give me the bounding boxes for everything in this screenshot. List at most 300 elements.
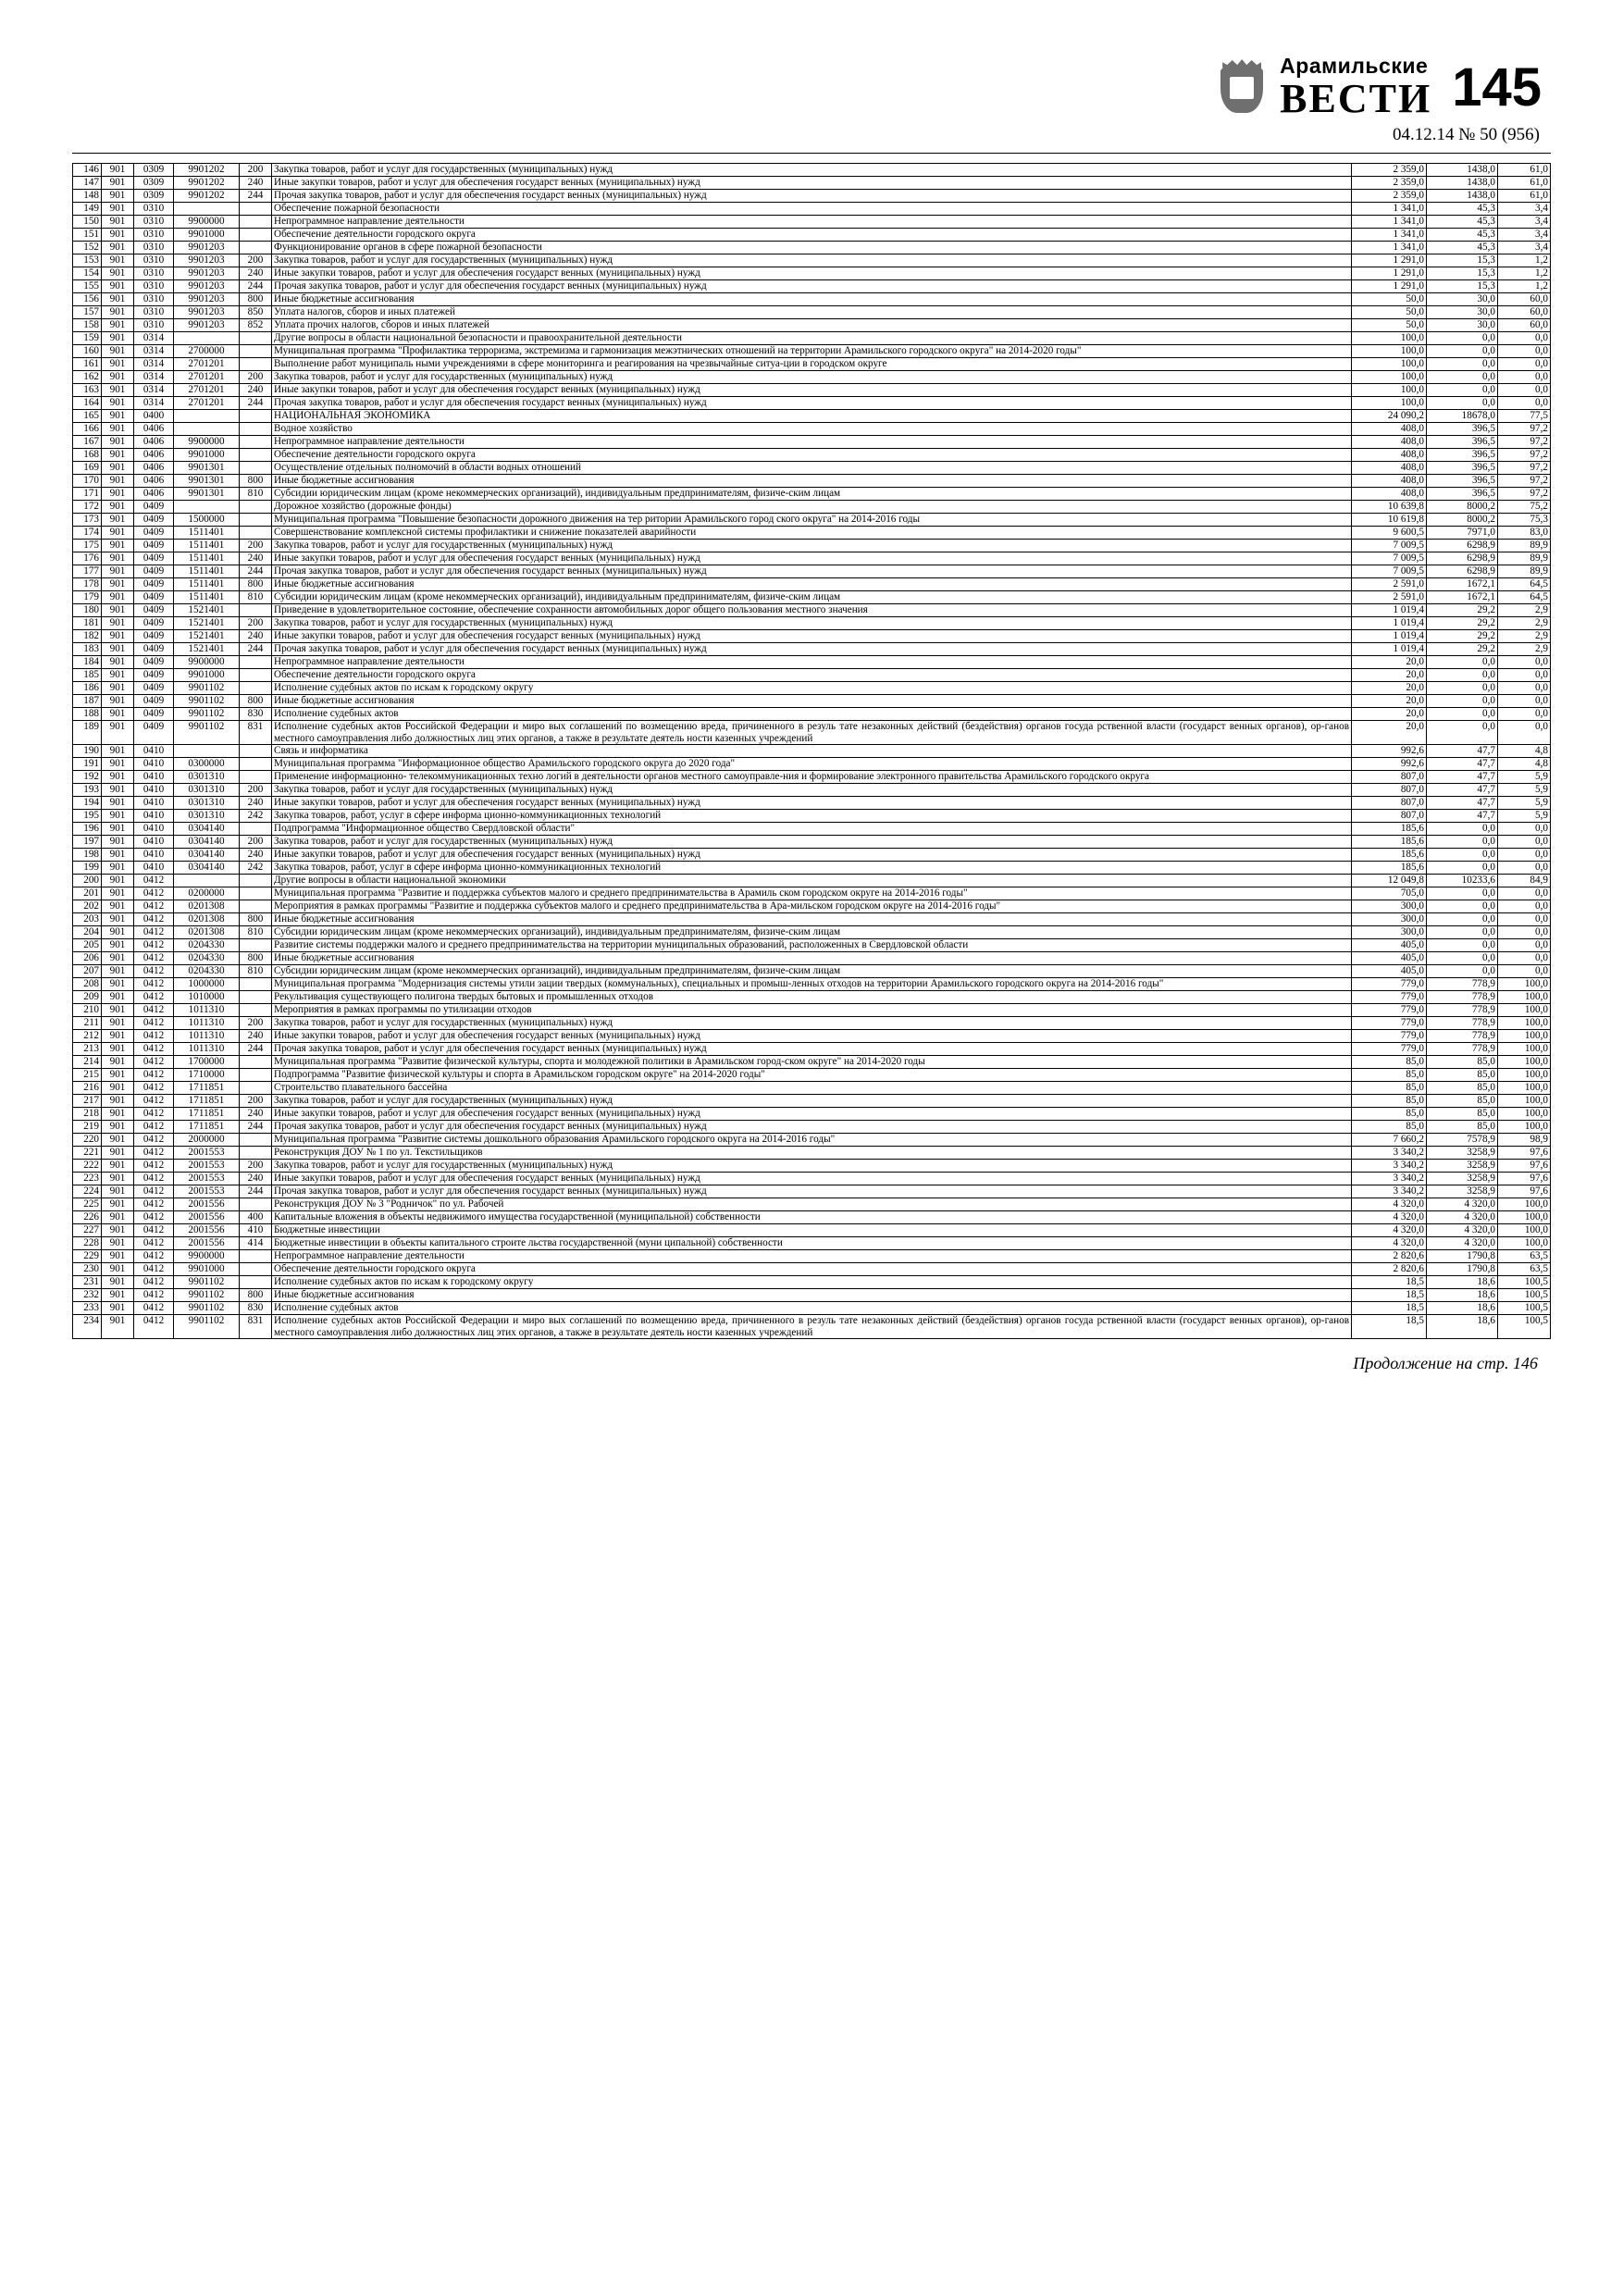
cell-vedomstvo: 901 [102, 306, 134, 319]
cell-razdel: 0412 [134, 1289, 174, 1302]
cell-plan: 2 591,0 [1352, 591, 1427, 604]
cell-name: Иные закупки товаров, работ и услуг для обеспечения государст венных (муниципальных) нужд [272, 630, 1352, 643]
table-row [73, 229, 1551, 242]
cell-vedomstvo: 901 [102, 1185, 134, 1198]
cell-name: Иные закупки товаров, работ и услуг для обеспечения государст венных (муниципальных) нужд [272, 1030, 1352, 1043]
cell-target-code: 2701201 [174, 384, 240, 397]
cell-name: Другие вопросы в области национальной экономики [272, 875, 1352, 887]
cell-razdel: 0412 [134, 991, 174, 1004]
table-row [73, 462, 1551, 475]
cell-vid-rashodov: 200 [240, 1017, 272, 1030]
row-number: 231 [73, 1276, 102, 1289]
cell-fact: 0,0 [1427, 849, 1498, 862]
cell-fact: 396,5 [1427, 436, 1498, 449]
cell-vedomstvo: 901 [102, 1237, 134, 1250]
cell-vid-rashodov: 200 [240, 540, 272, 552]
cell-target-code: 1711851 [174, 1121, 240, 1134]
table-row [73, 617, 1551, 630]
table-row [73, 1302, 1551, 1315]
cell-vid-rashodov [240, 875, 272, 887]
cell-vedomstvo: 901 [102, 1224, 134, 1237]
cell-plan: 3 340,2 [1352, 1185, 1427, 1198]
row-number: 175 [73, 540, 102, 552]
cell-plan: 18,5 [1352, 1289, 1427, 1302]
cell-fact: 0,0 [1427, 682, 1498, 695]
cell-target-code: 1511401 [174, 527, 240, 540]
row-number: 204 [73, 926, 102, 939]
cell-name: Иные бюджетные ассигнования [272, 695, 1352, 708]
row-number: 199 [73, 862, 102, 875]
cell-razdel: 0310 [134, 293, 174, 306]
issue-line: 04.12.14 № 50 (956) [1392, 125, 1540, 144]
cell-razdel: 0310 [134, 254, 174, 267]
cell-plan: 807,0 [1352, 784, 1427, 797]
cell-vid-rashodov [240, 1056, 272, 1069]
cell-fact: 0,0 [1427, 656, 1498, 669]
cell-fact: 1790,8 [1427, 1263, 1498, 1276]
cell-fact: 0,0 [1427, 384, 1498, 397]
cell-name: Строительство плавательного бассейна [272, 1082, 1352, 1095]
cell-name: Иные бюджетные ассигнования [272, 1289, 1352, 1302]
cell-razdel: 0412 [134, 913, 174, 926]
cell-plan: 185,6 [1352, 849, 1427, 862]
row-number: 198 [73, 849, 102, 862]
cell-vedomstvo: 901 [102, 242, 134, 254]
table-row [73, 1224, 1551, 1237]
cell-target-code: 9901301 [174, 475, 240, 488]
cell-name: Прочая закупка товаров, работ и услуг для обеспечения государст венных (муниципальных) нужд [272, 565, 1352, 578]
table-row [73, 643, 1551, 656]
cell-razdel: 0409 [134, 643, 174, 656]
cell-target-code: 0300000 [174, 758, 240, 771]
table-row [73, 1108, 1551, 1121]
cell-target-code: 2701201 [174, 397, 240, 410]
row-number: 211 [73, 1017, 102, 1030]
cell-plan: 20,0 [1352, 669, 1427, 682]
cell-plan: 100,0 [1352, 332, 1427, 345]
cell-vid-rashodov [240, 900, 272, 913]
row-number: 217 [73, 1095, 102, 1108]
cell-fact: 0,0 [1427, 669, 1498, 682]
cell-plan: 20,0 [1352, 708, 1427, 721]
cell-vid-rashodov: 240 [240, 1173, 272, 1185]
cell-name: Прочая закупка товаров, работ и услуг для обеспечения государст венных (муниципальных) нужд [272, 397, 1352, 410]
cell-razdel: 0410 [134, 849, 174, 862]
cell-plan: 1 019,4 [1352, 630, 1427, 643]
cell-fact: 3258,9 [1427, 1160, 1498, 1173]
continuation-note: Продолжение на стр. 146 [1353, 1354, 1538, 1373]
cell-percent: 60,0 [1498, 319, 1551, 332]
cell-percent: 0,0 [1498, 669, 1551, 682]
cell-percent: 100,0 [1498, 1056, 1551, 1069]
cell-fact: 778,9 [1427, 1043, 1498, 1056]
cell-vid-rashodov [240, 449, 272, 462]
row-number: 157 [73, 306, 102, 319]
cell-vid-rashodov: 240 [240, 267, 272, 280]
cell-razdel: 0410 [134, 810, 174, 823]
table-row [73, 1095, 1551, 1108]
cell-vid-rashodov: 830 [240, 1302, 272, 1315]
table-row [73, 1004, 1551, 1017]
cell-percent: 89,9 [1498, 540, 1551, 552]
cell-vedomstvo: 901 [102, 656, 134, 669]
cell-name: Применение информационно- телекоммуникационных техно логий в деятельности органов местного самоуправле-ния и формирование электронного правительства Арамильского городского округа [272, 771, 1352, 784]
cell-percent: 0,0 [1498, 952, 1551, 965]
row-number: 197 [73, 836, 102, 849]
cell-vid-rashodov [240, 887, 272, 900]
cell-plan: 185,6 [1352, 862, 1427, 875]
cell-fact: 0,0 [1427, 397, 1498, 410]
cell-percent: 2,9 [1498, 604, 1551, 617]
table-row [73, 836, 1551, 849]
cell-target-code: 1011310 [174, 1017, 240, 1030]
cell-fact: 4 320,0 [1427, 1198, 1498, 1211]
cell-vid-rashodov: 831 [240, 1315, 272, 1339]
cell-vedomstvo: 901 [102, 939, 134, 952]
cell-fact: 0,0 [1427, 939, 1498, 952]
cell-fact: 1438,0 [1427, 164, 1498, 177]
cell-vid-rashodov [240, 991, 272, 1004]
cell-vedomstvo: 901 [102, 965, 134, 978]
table-row [73, 965, 1551, 978]
cell-razdel: 0314 [134, 332, 174, 345]
cell-vid-rashodov: 800 [240, 578, 272, 591]
cell-vedomstvo: 901 [102, 319, 134, 332]
cell-percent: 100,0 [1498, 1198, 1551, 1211]
cell-target-code: 9901102 [174, 1315, 240, 1339]
cell-razdel: 0412 [134, 1237, 174, 1250]
cell-plan: 779,0 [1352, 978, 1427, 991]
cell-name: Иные закупки товаров, работ и услуг для обеспечения государст венных (муниципальных) нужд [272, 1108, 1352, 1121]
cell-vedomstvo: 901 [102, 462, 134, 475]
cell-percent: 97,2 [1498, 449, 1551, 462]
cell-name: Иные закупки товаров, работ и услуг для обеспечения государст венных (муниципальных) нужд [272, 849, 1352, 862]
cell-target-code: 9901202 [174, 177, 240, 190]
cell-percent: 100,0 [1498, 1237, 1551, 1250]
cell-plan: 405,0 [1352, 952, 1427, 965]
table-row [73, 203, 1551, 216]
cell-target-code: 1711851 [174, 1108, 240, 1121]
row-number: 215 [73, 1069, 102, 1082]
cell-percent: 97,2 [1498, 488, 1551, 501]
cell-fact: 7578,9 [1427, 1134, 1498, 1147]
cell-vedomstvo: 901 [102, 1095, 134, 1108]
cell-target-code: 0304140 [174, 849, 240, 862]
cell-vedomstvo: 901 [102, 721, 134, 745]
cell-vid-rashodov [240, 682, 272, 695]
cell-razdel: 0410 [134, 771, 174, 784]
cell-name: Субсидии юридическим лицам (кроме некоммерческих организаций), индивидуальным предпринимателям, физиче-ским лицам [272, 488, 1352, 501]
row-number: 196 [73, 823, 102, 836]
cell-vedomstvo: 901 [102, 900, 134, 913]
cell-target-code: 9901000 [174, 449, 240, 462]
row-number: 174 [73, 527, 102, 540]
cell-name: Совершенствование комплексной системы профилактики и снижение показателей аварийности [272, 527, 1352, 540]
cell-target-code: 1521401 [174, 643, 240, 656]
cell-vedomstvo: 901 [102, 630, 134, 643]
cell-percent: 0,0 [1498, 926, 1551, 939]
cell-vid-rashodov: 800 [240, 913, 272, 926]
table-row [73, 695, 1551, 708]
cell-percent: 75,2 [1498, 501, 1551, 514]
table-row [73, 1082, 1551, 1095]
table-row [73, 514, 1551, 527]
row-number: 205 [73, 939, 102, 952]
cell-fact: 45,3 [1427, 229, 1498, 242]
cell-plan: 85,0 [1352, 1069, 1427, 1082]
cell-plan: 85,0 [1352, 1108, 1427, 1121]
cell-target-code: 0301310 [174, 784, 240, 797]
cell-vid-rashodov: 242 [240, 862, 272, 875]
cell-vedomstvo: 901 [102, 745, 134, 758]
cell-vid-rashodov [240, 1082, 272, 1095]
cell-percent: 97,2 [1498, 475, 1551, 488]
cell-razdel: 0406 [134, 475, 174, 488]
cell-fact: 29,2 [1427, 617, 1498, 630]
row-number: 214 [73, 1056, 102, 1069]
row-number: 165 [73, 410, 102, 423]
cell-plan: 779,0 [1352, 1017, 1427, 1030]
cell-plan: 405,0 [1352, 965, 1427, 978]
table-row [73, 991, 1551, 1004]
cell-percent: 5,9 [1498, 771, 1551, 784]
row-number: 193 [73, 784, 102, 797]
table-row [73, 875, 1551, 887]
cell-fact: 0,0 [1427, 708, 1498, 721]
cell-razdel: 0412 [134, 952, 174, 965]
cell-target-code: 0304140 [174, 862, 240, 875]
cell-vid-rashodov: 810 [240, 591, 272, 604]
cell-razdel: 0412 [134, 1056, 174, 1069]
cell-percent: 0,0 [1498, 862, 1551, 875]
cell-plan: 1 291,0 [1352, 280, 1427, 293]
cell-vid-rashodov: 244 [240, 1043, 272, 1056]
cell-name: Обеспечение деятельности городского округа [272, 229, 1352, 242]
cell-vid-rashodov [240, 745, 272, 758]
table-row [73, 1017, 1551, 1030]
cell-percent: 61,0 [1498, 177, 1551, 190]
table-row [73, 952, 1551, 965]
cell-vedomstvo: 901 [102, 952, 134, 965]
cell-fact: 0,0 [1427, 358, 1498, 371]
cell-percent: 100,0 [1498, 991, 1551, 1004]
cell-name: Обеспечение пожарной безопасности [272, 203, 1352, 216]
table-row [73, 887, 1551, 900]
cell-percent: 1,2 [1498, 280, 1551, 293]
cell-razdel: 0412 [134, 965, 174, 978]
cell-fact: 18,6 [1427, 1276, 1498, 1289]
cell-name: Закупка товаров, работ и услуг для государственных (муниципальных) нужд [272, 371, 1352, 384]
cell-name: Капитальные вложения в объекты недвижимого имущества государственной (муниципальной) собственности [272, 1211, 1352, 1224]
cell-razdel: 0409 [134, 721, 174, 745]
cell-vedomstvo: 901 [102, 552, 134, 565]
cell-vid-rashodov [240, 978, 272, 991]
cell-fact: 18678,0 [1427, 410, 1498, 423]
cell-razdel: 0409 [134, 669, 174, 682]
cell-target-code: 9901102 [174, 1276, 240, 1289]
cell-name: Закупка товаров, работ и услуг для государственных (муниципальных) нужд [272, 164, 1352, 177]
coat-of-arms-icon [1215, 59, 1269, 117]
cell-name: Выполнение работ муниципаль ными учреждениями в сфере мониторинга и реагирования на чрезвычайные ситуа-ции в городском округе [272, 358, 1352, 371]
cell-percent: 0,0 [1498, 371, 1551, 384]
cell-plan: 3 340,2 [1352, 1173, 1427, 1185]
cell-plan: 185,6 [1352, 823, 1427, 836]
brand-text [1280, 56, 1431, 119]
cell-target-code: 9901000 [174, 1263, 240, 1276]
cell-target-code: 9901102 [174, 1302, 240, 1315]
cell-fact: 778,9 [1427, 1017, 1498, 1030]
cell-plan: 4 320,0 [1352, 1237, 1427, 1250]
cell-name: Иные закупки товаров, работ и услуг для обеспечения государст венных (муниципальных) нужд [272, 797, 1352, 810]
cell-percent: 5,9 [1498, 797, 1551, 810]
row-number: 232 [73, 1289, 102, 1302]
cell-fact: 778,9 [1427, 1030, 1498, 1043]
cell-plan: 1 019,4 [1352, 604, 1427, 617]
cell-vedomstvo: 901 [102, 1069, 134, 1082]
cell-razdel: 0412 [134, 1108, 174, 1121]
cell-vid-rashodov: 200 [240, 617, 272, 630]
row-number: 216 [73, 1082, 102, 1095]
cell-razdel: 0412 [134, 926, 174, 939]
cell-vedomstvo: 901 [102, 887, 134, 900]
cell-percent: 63,5 [1498, 1263, 1551, 1276]
cell-name: Субсидии юридическим лицам (кроме некоммерческих организаций), индивидуальным предпринимателям, физиче-ским лицам [272, 926, 1352, 939]
cell-plan: 10 639,8 [1352, 501, 1427, 514]
cell-plan: 1 291,0 [1352, 254, 1427, 267]
cell-target-code: 9900000 [174, 1250, 240, 1263]
cell-target-code: 1500000 [174, 514, 240, 527]
cell-plan: 408,0 [1352, 488, 1427, 501]
cell-fact: 4 320,0 [1427, 1237, 1498, 1250]
cell-vedomstvo: 901 [102, 771, 134, 784]
cell-fact: 30,0 [1427, 319, 1498, 332]
cell-vedomstvo: 901 [102, 991, 134, 1004]
cell-percent: 0,0 [1498, 384, 1551, 397]
cell-vid-rashodov [240, 939, 272, 952]
brand-name-small: Арамильские [1280, 54, 1429, 78]
cell-target-code: 0204330 [174, 939, 240, 952]
cell-plan: 20,0 [1352, 695, 1427, 708]
cell-plan: 1 341,0 [1352, 229, 1427, 242]
row-number: 159 [73, 332, 102, 345]
cell-plan: 992,6 [1352, 745, 1427, 758]
cell-target-code: 1511401 [174, 578, 240, 591]
cell-percent: 2,9 [1498, 643, 1551, 656]
row-number: 171 [73, 488, 102, 501]
row-number: 194 [73, 797, 102, 810]
cell-vid-rashodov [240, 410, 272, 423]
cell-fact: 6298,9 [1427, 552, 1498, 565]
cell-vid-rashodov [240, 423, 272, 436]
cell-target-code: 0201308 [174, 900, 240, 913]
cell-vedomstvo: 901 [102, 358, 134, 371]
table-row [73, 823, 1551, 836]
row-number: 219 [73, 1121, 102, 1134]
row-number: 160 [73, 345, 102, 358]
cell-name: Муниципальная программа "Развитие и поддержка субъектов малого и среднего предпринимательства в Арамиль ском городском округе на 2014-2016 годы" [272, 887, 1352, 900]
cell-plan: 705,0 [1352, 887, 1427, 900]
cell-name: Реконструкция ДОУ № 3 "Родничок" по ул. Рабочей [272, 1198, 1352, 1211]
cell-vid-rashodov: 800 [240, 475, 272, 488]
cell-percent: 98,9 [1498, 1134, 1551, 1147]
cell-razdel: 0412 [134, 1173, 174, 1185]
row-number: 178 [73, 578, 102, 591]
cell-target-code: 0201308 [174, 913, 240, 926]
cell-name: Дорожное хозяйство (дорожные фонды) [272, 501, 1352, 514]
cell-vedomstvo: 901 [102, 190, 134, 203]
cell-percent: 5,9 [1498, 810, 1551, 823]
cell-vedomstvo: 901 [102, 527, 134, 540]
row-number: 186 [73, 682, 102, 695]
cell-name: Исполнение судебных актов [272, 1302, 1352, 1315]
table-row [73, 721, 1551, 745]
cell-name: Развитие системы поддержки малого и среднего предпринимательства на территории муниципальных образований, расположенных в Свердловской области [272, 939, 1352, 952]
cell-vedomstvo: 901 [102, 384, 134, 397]
row-number: 161 [73, 358, 102, 371]
cell-vid-rashodov [240, 1147, 272, 1160]
cell-vid-rashodov: 810 [240, 965, 272, 978]
cell-name: Иные бюджетные ассигнования [272, 952, 1352, 965]
cell-fact: 10233,6 [1427, 875, 1498, 887]
cell-fact: 0,0 [1427, 965, 1498, 978]
cell-vid-rashodov: 244 [240, 643, 272, 656]
cell-percent: 97,2 [1498, 423, 1551, 436]
cell-percent: 3,4 [1498, 216, 1551, 229]
cell-name: Муниципальная программа "Профилактика терроризма, экстремизма и гармонизация межэтнических отношений на территории Арамильского городского округа" на 2014-2020 годы" [272, 345, 1352, 358]
budget-table-body [73, 164, 1551, 1339]
cell-razdel: 0409 [134, 604, 174, 617]
table-row [73, 565, 1551, 578]
cell-name: Прочая закупка товаров, работ и услуг для обеспечения государст венных (муниципальных) нужд [272, 643, 1352, 656]
row-number: 206 [73, 952, 102, 965]
table-row [73, 604, 1551, 617]
cell-fact: 0,0 [1427, 823, 1498, 836]
cell-plan: 2 359,0 [1352, 164, 1427, 177]
cell-razdel: 0310 [134, 280, 174, 293]
cell-percent: 0,0 [1498, 345, 1551, 358]
cell-percent: 0,0 [1498, 900, 1551, 913]
table-row [73, 384, 1551, 397]
row-number: 163 [73, 384, 102, 397]
cell-vid-rashodov: 240 [240, 797, 272, 810]
cell-fact: 0,0 [1427, 836, 1498, 849]
cell-target-code: 9900000 [174, 216, 240, 229]
cell-plan: 300,0 [1352, 913, 1427, 926]
cell-plan: 1 019,4 [1352, 643, 1427, 656]
cell-plan: 405,0 [1352, 939, 1427, 952]
cell-vid-rashodov: 240 [240, 177, 272, 190]
cell-plan: 7 009,5 [1352, 565, 1427, 578]
cell-plan: 2 820,6 [1352, 1250, 1427, 1263]
cell-target-code: 9901102 [174, 1289, 240, 1302]
cell-percent: 100,0 [1498, 1082, 1551, 1095]
cell-vedomstvo: 901 [102, 591, 134, 604]
cell-vid-rashodov: 200 [240, 164, 272, 177]
cell-plan: 20,0 [1352, 682, 1427, 695]
cell-percent: 100,0 [1498, 1224, 1551, 1237]
row-number: 192 [73, 771, 102, 784]
cell-razdel: 0310 [134, 242, 174, 254]
cell-target-code: 2001556 [174, 1237, 240, 1250]
cell-vid-rashodov [240, 823, 272, 836]
cell-vid-rashodov: 800 [240, 1289, 272, 1302]
cell-target-code [174, 423, 240, 436]
cell-target-code: 9901102 [174, 721, 240, 745]
table-row [73, 397, 1551, 410]
cell-vid-rashodov: 244 [240, 565, 272, 578]
cell-razdel: 0310 [134, 306, 174, 319]
cell-percent: 2,9 [1498, 617, 1551, 630]
